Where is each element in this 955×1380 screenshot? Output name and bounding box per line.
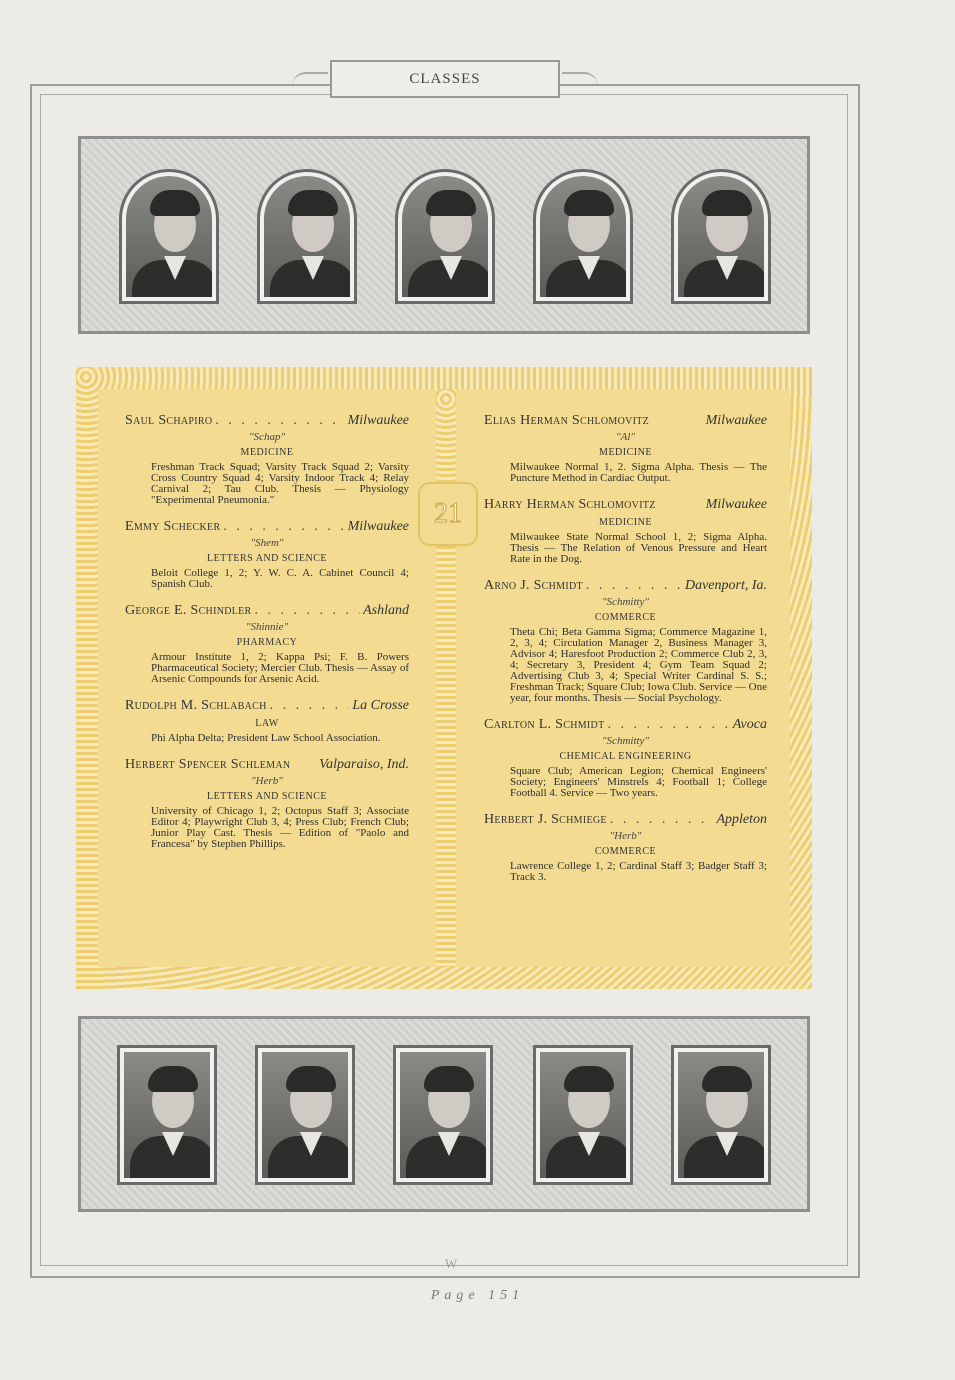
photograph: [400, 1052, 486, 1178]
photograph: [540, 1052, 626, 1178]
figure-hair: [702, 190, 752, 216]
hometown: Avoca: [732, 717, 767, 732]
portrait-george-schindler: [395, 169, 495, 304]
page-number: Page 151: [430, 1288, 525, 1303]
nickname: "Schap": [248, 431, 286, 443]
portrait-elias-schlomovitz: [117, 1045, 217, 1185]
department: LETTERS AND SCIENCE: [206, 791, 328, 802]
activities-record: University of Chicago 1, 2; Octopus Staff 3; Associate Editor 4; Playwright Club 3, 4; Press Club; French Club; Junior Play Cast. Thesis — Edition of "Paolo and Francesa" by Stephen Phillips.: [151, 805, 409, 850]
activities-record: Armour Institute 1, 2; Kappa Psi; F. B. Powers Pharmaceutical Society; Mercier Club. Thesis — Assay of Arsenic Compounds for Arsenic Acid.: [151, 651, 409, 685]
name-line: [125, 602, 409, 620]
department: CHEMICAL ENGINEERING: [559, 751, 692, 762]
activities-record: Theta Chi; Beta Gamma Sigma; Commerce Magazine 1, 2, 3, 4; Circulation Manager 2, Business Manager 3, Advisor 4; Haresfoot Production 2; Commerce Club 2, 3, 4; Secretary 3, President 4; Gym Team Squad 2; Advertising Club 3, 4; Special Writer Cardinal S. S.; Freshman Track; Square Club; Iowa Club. Service — One year, four months. Thesis — Social Psychology.: [510, 626, 767, 704]
nickname: "Al": [615, 431, 635, 443]
portrait-herbert-schmiege: [671, 1045, 771, 1185]
student-name: Harry Herman Schlomovitz: [484, 497, 656, 512]
name-line: [484, 577, 767, 595]
figure-hair: [702, 1066, 752, 1092]
figure-hair: [424, 1066, 474, 1092]
department: LETTERS AND SCIENCE: [206, 553, 328, 564]
department: COMMERCE: [594, 846, 657, 857]
hometown: La Crosse: [352, 698, 409, 713]
right-biography-column: [484, 412, 767, 895]
name-line: [125, 412, 409, 430]
column-separator: [436, 389, 456, 967]
top-portrait-band: [78, 136, 810, 334]
hometown: Milwaukee: [347, 413, 409, 428]
portrait-harry-schlomovitz: [255, 1045, 355, 1185]
hometown: Davenport, Ia.: [684, 578, 767, 593]
biography-entry: [484, 811, 767, 883]
name-line: [125, 756, 409, 774]
class-year-badge: [418, 482, 478, 546]
photograph: [126, 176, 212, 297]
bottom-portrait-band: [78, 1016, 810, 1212]
hometown: Ashland: [363, 603, 409, 618]
department: COMMERCE: [594, 612, 657, 623]
nickname: "Shinnie": [245, 621, 289, 633]
photograph: [264, 176, 350, 297]
figure-hair: [564, 1066, 614, 1092]
name-line: [125, 518, 409, 536]
activities-record: Freshman Track Squad; Varsity Track Squad 2; Varsity Cross Country Squad 4; Varsity Indoor Track 4; Relay Carnival 2; Tau Club. Thesis — Physiology "Experimental Pneumonia.": [151, 461, 409, 506]
department: LAW: [255, 718, 279, 729]
section-header: [330, 60, 560, 98]
leader-dots: [610, 811, 714, 829]
photograph: [262, 1052, 348, 1178]
name-line: [484, 496, 767, 514]
nickname: "Schmitty": [601, 596, 650, 608]
student-name: Herbert Spencer Schleman: [125, 757, 291, 772]
hometown: Milwaukee: [705, 497, 767, 512]
figure-hair: [286, 1066, 336, 1092]
student-name: Rudolph M. Schlabach: [125, 698, 267, 713]
photograph: [540, 176, 626, 297]
section-title: CLASSES: [409, 70, 481, 87]
student-name: George E. Schindler: [125, 603, 252, 618]
portrait-carlton-schmidt: [533, 1045, 633, 1185]
photograph: [402, 176, 488, 297]
leader-dots: [270, 697, 350, 715]
hometown: Milwaukee: [347, 519, 409, 534]
portrait-arno-schmidt: [393, 1045, 493, 1185]
biography-entry: [484, 412, 767, 484]
leader-dots: [215, 412, 344, 430]
figure-hair: [426, 190, 476, 216]
department: MEDICINE: [599, 517, 652, 528]
hometown: Appleton: [716, 812, 767, 827]
figure-hair: [288, 190, 338, 216]
biography-entry: [125, 756, 409, 850]
figure-hair: [150, 190, 200, 216]
hometown: Milwaukee: [705, 413, 767, 428]
name-line: [484, 412, 767, 430]
activities-record: Square Club; American Legion; Chemical Engineers' Society; Engineers' Minstrels 4; Football 1; College Football 4. Service — Two years.: [510, 765, 767, 799]
name-line: [125, 697, 409, 715]
class-year: 21: [434, 498, 462, 529]
leader-dots: [586, 577, 682, 595]
activities-record: Lawrence College 1, 2; Cardinal Staff 3; Badger Staff 3; Track 3.: [510, 860, 767, 883]
portrait-saul-schapiro: [119, 169, 219, 304]
name-line: [484, 716, 767, 734]
nickname: "Herb": [251, 775, 283, 787]
department: PHARMACY: [236, 637, 298, 648]
activities-record: Milwaukee Normal 1, 2. Sigma Alpha. Thesis — The Puncture Method in Cardiac Output.: [510, 461, 767, 484]
leader-dots: [255, 602, 361, 620]
nickname: "Schmitty": [601, 735, 650, 747]
name-line: [484, 811, 767, 829]
nickname: "Shem": [250, 537, 284, 549]
ornament-mark: W: [444, 1256, 458, 1271]
student-name: Elias Herman Schlomovitz: [484, 413, 650, 428]
biography-entry: [125, 518, 409, 590]
nickname: "Herb": [609, 830, 642, 842]
department: MEDICINE: [599, 447, 652, 458]
leader-dots: [223, 518, 344, 536]
student-name: Saul Schapiro: [125, 413, 213, 428]
figure-hair: [148, 1066, 198, 1092]
biography-entry: [125, 602, 409, 685]
figure-hair: [564, 190, 614, 216]
biography-entry: [125, 412, 409, 506]
photograph: [678, 176, 764, 297]
portrait-rudolph-schlabach: [533, 169, 633, 304]
activities-record: Milwaukee State Normal School 1, 2; Sigma Alpha. Thesis — The Relation of Venous Pressure and Heart Rate in the Dog.: [510, 531, 767, 565]
activities-record: Phi Alpha Delta; President Law School Association.: [151, 732, 381, 744]
department: MEDICINE: [240, 447, 294, 458]
biography-entry: [484, 716, 767, 799]
leader-dots: [607, 716, 729, 734]
student-name: Carlton L. Schmidt: [484, 717, 605, 732]
student-name: Emmy Schecker: [125, 519, 221, 534]
biography-entry: [484, 577, 767, 704]
left-biography-column: [125, 412, 409, 862]
portrait-emmy-schecker: [257, 169, 357, 304]
student-name: Arno J. Schmidt: [484, 578, 583, 593]
photograph: [124, 1052, 210, 1178]
student-name: Herbert J. Schmiege: [484, 812, 607, 827]
activities-record: Beloit College 1, 2; Y. W. C. A. Cabinet Council 4; Spanish Club.: [151, 567, 409, 590]
biography-entry: [125, 697, 409, 744]
biography-entry: [484, 496, 767, 565]
portrait-herbert-schleman: [671, 169, 771, 304]
hometown: Valparaiso, Ind.: [319, 757, 409, 772]
photograph: [678, 1052, 764, 1178]
